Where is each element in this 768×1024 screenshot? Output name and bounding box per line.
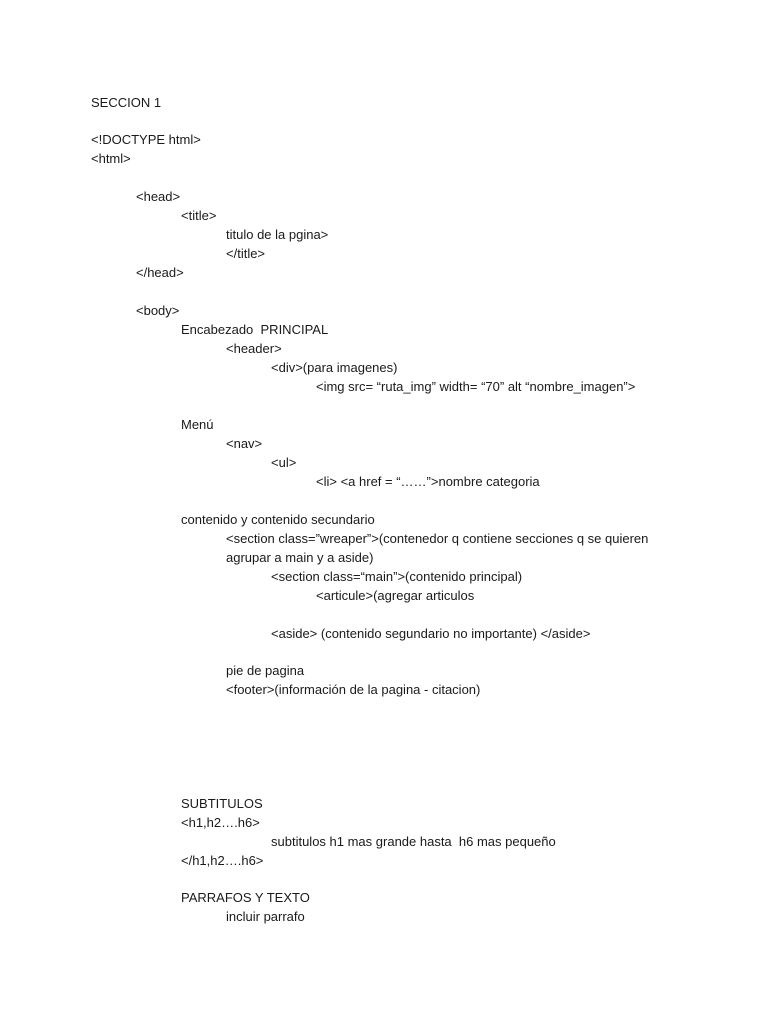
content-label-line: contenido y contenido secundario: [181, 512, 375, 527]
subtitles-desc-line: subtitulos h1 mas grande hasta h6 mas pequeño: [271, 834, 556, 849]
title-text-line: titulo de la pgina>: [226, 227, 329, 242]
section-wrapper-cont: agrupar a main y a aside): [226, 550, 374, 565]
h-close-line: </h1,h2….h6>: [181, 853, 264, 868]
body-open-line: <body>: [136, 303, 180, 318]
nav-tag-line: <nav>: [226, 436, 263, 451]
section-wrapper-line: <section class=”wreaper”>(contenedor q contiene secciones q se quieren: [226, 531, 649, 546]
title-open-line: <title>: [181, 208, 217, 223]
section-main-line: <section class=“main”>(contenido principal): [271, 569, 523, 584]
footer-label-line: pie de pagina: [226, 663, 305, 678]
header-label-line: Encabezado PRINCIPAL: [181, 322, 329, 337]
doctype-line: <!DOCTYPE html>: [91, 132, 201, 147]
head-open-line: <head>: [136, 189, 181, 204]
paragraphs-heading: PARRAFOS Y TEXTO: [181, 890, 310, 905]
img-tag-line: <img src= “ruta_img” width= “70” alt “nombre_imagen”>: [316, 379, 636, 394]
li-tag-line: <li> <a href = “……”>nombre categoria: [316, 474, 540, 489]
ul-tag-line: <ul>: [271, 455, 297, 470]
aside-line: <aside> (contenido segundario no importante) </aside>: [271, 626, 591, 641]
paragraph-include-line: incluir parrafo: [226, 909, 305, 924]
article-line: <articule>(agregar articulos: [316, 588, 475, 603]
menu-label-line: Menú: [181, 417, 214, 432]
head-close-line: </head>: [136, 265, 184, 280]
div-images-line: <div>(para imagenes): [271, 360, 398, 375]
h-open-line: <h1,h2….h6>: [181, 815, 260, 830]
section-heading: SECCION 1: [91, 95, 162, 110]
subtitles-heading: SUBTITULOS: [181, 796, 263, 811]
html-open-line: <html>: [91, 151, 131, 166]
footer-tag-line: <footer>(información de la pagina - citacion): [226, 682, 481, 697]
header-tag-line: <header>: [226, 341, 282, 356]
title-close-line: </title>: [226, 246, 266, 261]
